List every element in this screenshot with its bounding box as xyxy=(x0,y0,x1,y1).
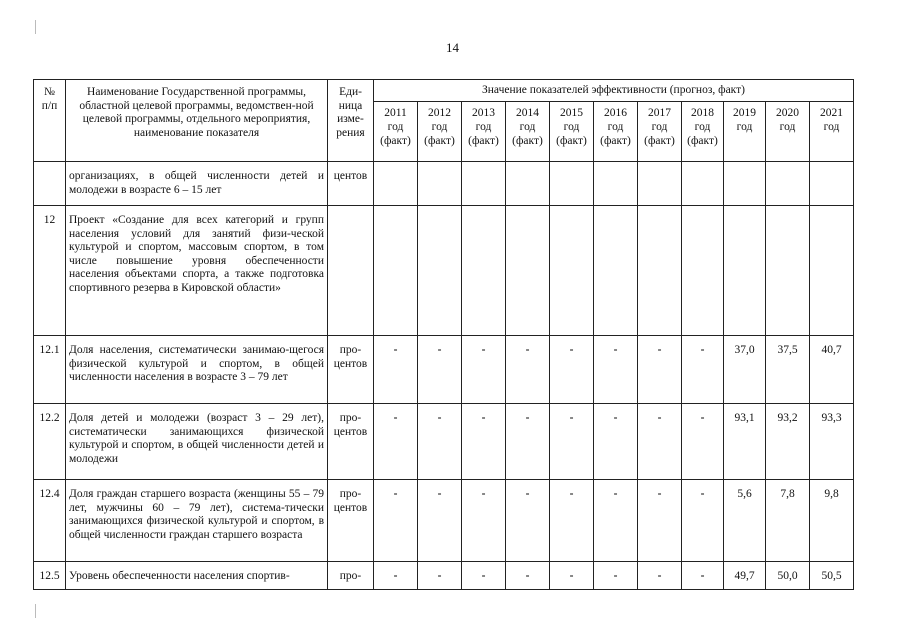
row-value-2015 xyxy=(550,206,594,336)
row-value-2014: - xyxy=(506,480,550,562)
row-value-2019: 5,6 xyxy=(724,480,766,562)
row-value-2021 xyxy=(810,162,854,206)
row-value-2014: - xyxy=(506,404,550,480)
row-value-2017: - xyxy=(638,404,682,480)
header-year-2016: 2016 год (факт) xyxy=(594,102,638,162)
row-value-2012: - xyxy=(418,404,462,480)
row-number: 12 xyxy=(34,206,66,336)
row-value-2016: - xyxy=(594,480,638,562)
row-indicator-name: Уровень обеспеченности населения спортив- xyxy=(66,562,328,590)
row-value-2020 xyxy=(766,162,810,206)
header-values-group: Значение показателей эффективности (прогноз, факт) xyxy=(374,80,854,102)
row-value-2011: - xyxy=(374,562,418,590)
row-value-2011: - xyxy=(374,480,418,562)
table-row xyxy=(34,480,854,562)
row-unit: про-центов xyxy=(328,404,374,480)
header-name: Наименование Государственной программы, областной целевой программы, ведомствен-ной целевой программы, отдельного мероприятия, наименование показателя xyxy=(66,80,328,162)
row-value-2013 xyxy=(462,162,506,206)
row-value-2019: 49,7 xyxy=(724,562,766,590)
row-indicator-name: Доля граждан старшего возраста (женщины 55 – 79 лет, мужчины 60 – 79 лет), система-тически занимающихся физической культурой и спортом, в общей численности граждан старшего возраста xyxy=(66,480,328,562)
row-value-2015: - xyxy=(550,404,594,480)
row-value-2013: - xyxy=(462,562,506,590)
header-num: № п/п xyxy=(34,80,66,162)
row-value-2014: - xyxy=(506,336,550,404)
header-year-2017: 2017 год (факт) xyxy=(638,102,682,162)
header-year-2020: 2020 год xyxy=(766,102,810,162)
row-value-2019 xyxy=(724,206,766,336)
row-unit: про- xyxy=(328,562,374,590)
row-value-2019: 93,1 xyxy=(724,404,766,480)
row-value-2016: - xyxy=(594,562,638,590)
row-unit: центов xyxy=(328,162,374,206)
row-value-2015: - xyxy=(550,562,594,590)
row-value-2014 xyxy=(506,206,550,336)
row-value-2013: - xyxy=(462,336,506,404)
row-value-2016 xyxy=(594,162,638,206)
page-number: 14 xyxy=(446,40,459,55)
row-number: 12.1 xyxy=(34,336,66,404)
row-indicator-name: Доля детей и молодежи (возраст 3 – 29 лет), систематически занимающихся физической культурой и спортом, в общей численности детей и молодежи xyxy=(66,404,328,480)
header-year-2014: 2014 год (факт) xyxy=(506,102,550,162)
table-row xyxy=(34,162,854,206)
row-value-2011: - xyxy=(374,404,418,480)
row-value-2011: - xyxy=(374,336,418,404)
row-value-2021 xyxy=(810,206,854,336)
row-value-2015: - xyxy=(550,336,594,404)
header-year-2019: 2019 год xyxy=(724,102,766,162)
row-value-2020: 7,8 xyxy=(766,480,810,562)
row-value-2013 xyxy=(462,206,506,336)
table-row xyxy=(34,404,854,480)
header-year-2021: 2021 год xyxy=(810,102,854,162)
row-value-2018: - xyxy=(682,480,724,562)
row-value-2012 xyxy=(418,206,462,336)
scan-margin-mark-bottom xyxy=(35,604,36,618)
row-value-2018 xyxy=(682,162,724,206)
row-value-2020: 93,2 xyxy=(766,404,810,480)
scan-margin-mark-top xyxy=(35,20,36,34)
row-value-2016: - xyxy=(594,404,638,480)
row-value-2021: 50,5 xyxy=(810,562,854,590)
row-number: 12.4 xyxy=(34,480,66,562)
row-value-2019 xyxy=(724,162,766,206)
row-value-2016: - xyxy=(594,336,638,404)
row-value-2018: - xyxy=(682,336,724,404)
row-value-2017 xyxy=(638,206,682,336)
row-value-2017: - xyxy=(638,336,682,404)
row-unit: про-центов xyxy=(328,480,374,562)
row-number: 12.5 xyxy=(34,562,66,590)
table-row xyxy=(34,206,854,336)
row-number xyxy=(34,162,66,206)
row-number: 12.2 xyxy=(34,404,66,480)
row-value-2015 xyxy=(550,162,594,206)
header-year-2013: 2013 год (факт) xyxy=(462,102,506,162)
table-row xyxy=(34,562,854,590)
row-value-2011 xyxy=(374,162,418,206)
header-year-2012: 2012 год (факт) xyxy=(418,102,462,162)
row-value-2012 xyxy=(418,162,462,206)
row-value-2018: - xyxy=(682,562,724,590)
row-indicator-name: организациях, в общей численности детей и молодежи в возрасте 6 – 15 лет xyxy=(66,162,328,206)
row-value-2015: - xyxy=(550,480,594,562)
row-value-2012: - xyxy=(418,562,462,590)
row-value-2021: 40,7 xyxy=(810,336,854,404)
header-year-2018: 2018 год (факт) xyxy=(682,102,724,162)
row-value-2012: - xyxy=(418,336,462,404)
row-value-2020 xyxy=(766,206,810,336)
row-value-2018: - xyxy=(682,404,724,480)
row-value-2013: - xyxy=(462,480,506,562)
row-value-2020: 37,5 xyxy=(766,336,810,404)
row-unit: про-центов xyxy=(328,336,374,404)
row-value-2019: 37,0 xyxy=(724,336,766,404)
row-value-2013: - xyxy=(462,404,506,480)
row-indicator-name: Проект «Создание для всех категорий и групп населения условий для занятий физи-ческой культурой и спортом, массовым спортом, в том числе повышение уровня обеспеченности населения объектами спорта, а также подготовка спортивного резерва в Кировской области» xyxy=(66,206,328,336)
row-value-2012: - xyxy=(418,480,462,562)
row-value-2014: - xyxy=(506,562,550,590)
header-unit: Еди-ница изме-рения xyxy=(328,80,374,162)
table-row xyxy=(34,336,854,404)
row-value-2020: 50,0 xyxy=(766,562,810,590)
row-value-2018 xyxy=(682,206,724,336)
row-value-2021: 9,8 xyxy=(810,480,854,562)
row-value-2011 xyxy=(374,206,418,336)
header-year-2015: 2015 год (факт) xyxy=(550,102,594,162)
row-indicator-name: Доля населения, систематически занимаю-щегося физической культурой и спортом, в общей численности населения в возрасте 3 – 79 лет xyxy=(66,336,328,404)
row-value-2014 xyxy=(506,162,550,206)
header-year-2011: 2011 год (факт) xyxy=(374,102,418,162)
row-value-2017: - xyxy=(638,562,682,590)
row-value-2017 xyxy=(638,162,682,206)
row-unit xyxy=(328,206,374,336)
indicators-table xyxy=(33,79,854,590)
row-value-2016 xyxy=(594,206,638,336)
row-value-2021: 93,3 xyxy=(810,404,854,480)
row-value-2017: - xyxy=(638,480,682,562)
